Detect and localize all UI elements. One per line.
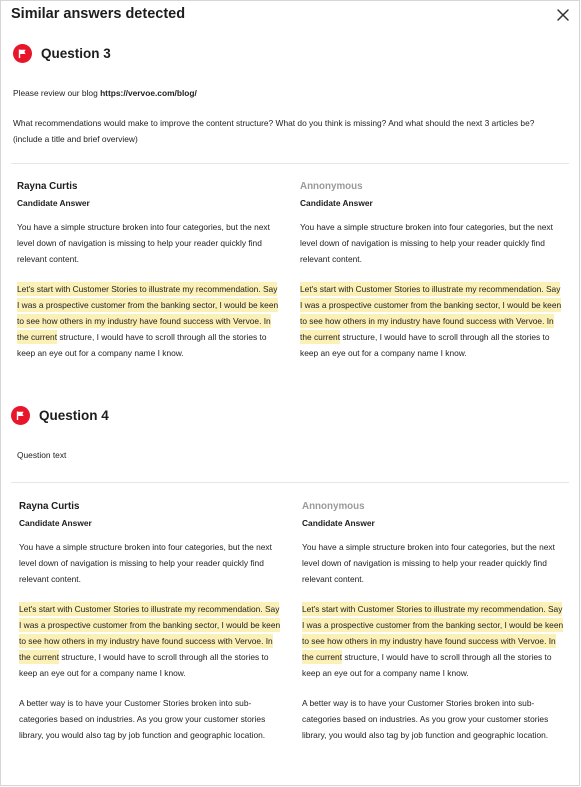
modal-title: Similar answers detected: [11, 6, 186, 22]
flag-badge: [13, 44, 32, 63]
answer-text: structure, I would have to scroll through all the stories to keep an eye out for a company name I know.: [302, 652, 552, 678]
flag-icon: [17, 48, 28, 59]
answer-column-left: [19, 500, 281, 743]
answer-text: structure, I would have to scroll through all the stories to keep an eye out for a company name I know.: [17, 332, 267, 358]
similar-text-highlight: Let's start with Customer Stories to illustrate my recommendation. Say I was a prospective customer from the banking sector, I would be keen to see how others in my industry have found success with Vervoe. In the current: [19, 604, 281, 662]
answer-paragraph: You have a simple structure broken into four categories, but the next level down of navigation is missing to help your reader quickly find relevant content.: [300, 222, 553, 264]
answer-paragraph-highlighted: [19, 601, 281, 681]
question-3-header: [13, 44, 111, 63]
answer-paragraph: A better way is to have your Customer Stories broken into sub-categories based on industries. As you grow your customer stories library, you would also tag by job function and geographic location.: [302, 698, 549, 740]
question-prompt-body: What recommendations would make to improve the content structure? What do you think is missing? And what should the next 3 articles be? (include a title and brief overview): [13, 118, 535, 144]
answer-text: structure, I would have to scroll through all the stories to keep an eye out for a company name I know.: [300, 332, 550, 358]
candidate-answer-label: Candidate Answer: [300, 198, 373, 208]
answer-text: structure, I would have to scroll through all the stories to keep an eye out for a company name I know.: [19, 652, 269, 678]
candidate-name: Annonymous: [300, 181, 363, 192]
answer-column-right: [302, 500, 564, 743]
answer-paragraph: You have a simple structure broken into four categories, but the next level down of navigation is missing to help your reader quickly find relevant content.: [19, 542, 272, 584]
answer-paragraph: A better way is to have your Customer Stories broken into sub-categories based on industries. As you grow your customer stories library, you would also tag by job function and geographic location.: [19, 698, 266, 740]
answer-column-left: [17, 180, 279, 361]
candidate-answer-label: Candidate Answer: [302, 518, 375, 528]
answer-paragraph-highlighted: [302, 601, 564, 681]
prompt-prefix: Please review our blog: [13, 88, 101, 98]
flag-icon: [15, 410, 26, 421]
candidate-name: Rayna Curtis: [17, 181, 78, 192]
candidate-answer-label: Candidate Answer: [17, 198, 90, 208]
answer-paragraph-highlighted: [17, 281, 279, 361]
similar-text-highlight: Let's start with Customer Stories to illustrate my recommendation. Say I was a prospective customer from the banking sector, I would be keen to see how others in my industry have found success with Vervoe. In the current: [300, 284, 562, 342]
divider: [11, 482, 569, 483]
blog-link[interactable]: https://vervoe.com/blog/: [100, 88, 197, 98]
question-title: Question 4: [39, 408, 109, 423]
candidate-name: Rayna Curtis: [19, 501, 80, 512]
answer-paragraph: You have a simple structure broken into four categories, but the next level down of navigation is missing to help your reader quickly find relevant content.: [302, 542, 555, 584]
modal-header: [1, 1, 579, 31]
candidate-answer-label: Candidate Answer: [19, 518, 92, 528]
similar-text-highlight: Let's start with Customer Stories to illustrate my recommendation. Say I was a prospective customer from the banking sector, I would be keen to see how others in my industry have found success with Vervoe. In the current: [302, 604, 564, 662]
close-icon: [555, 7, 571, 23]
divider: [11, 163, 569, 164]
answer-paragraph-highlighted: [300, 281, 562, 361]
candidate-name: Annonymous: [302, 501, 365, 512]
question-4-header: [11, 406, 109, 425]
question-prompt: [13, 85, 553, 101]
answer-paragraph: You have a simple structure broken into four categories, but the next level down of navigation is missing to help your reader quickly find relevant content.: [17, 222, 270, 264]
close-button[interactable]: [555, 7, 571, 23]
question-prompt-body: Question text: [17, 450, 67, 460]
similar-text-highlight: Let's start with Customer Stories to illustrate my recommendation. Say I was a prospective customer from the banking sector, I would be keen to see how others in my industry have found success with Vervoe. In the current: [17, 284, 279, 342]
answer-column-right: [300, 180, 562, 361]
question-title: Question 3: [41, 46, 111, 61]
flag-badge: [11, 406, 30, 425]
